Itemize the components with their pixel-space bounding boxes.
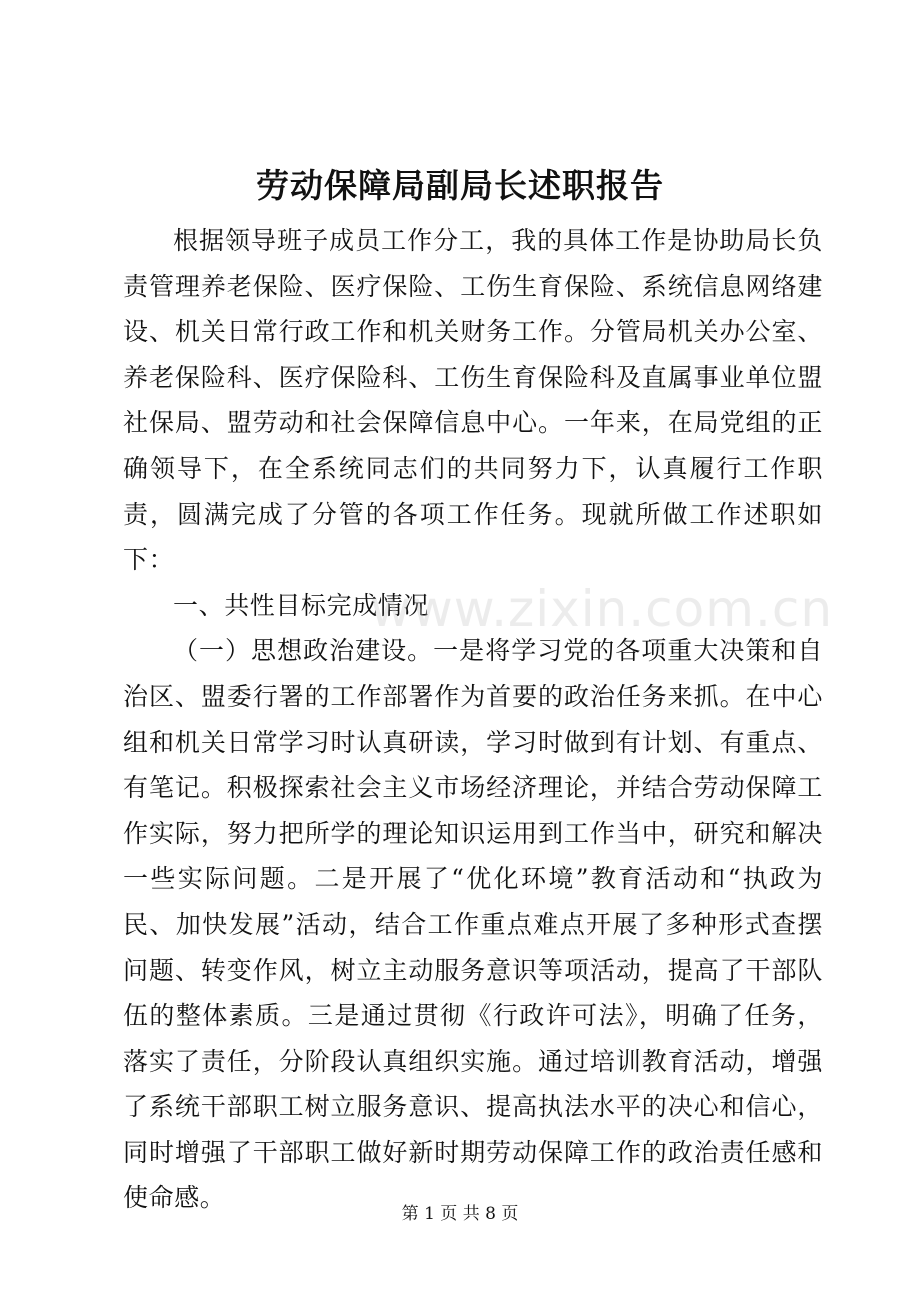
- paragraph-political-construction: （一）思想政治建设。一是将学习党的各项重大决策和自治区、盟委行署的工作部署作为首要的政治任务来抓。在中心组和机关日常学习时认真研读，学习时做到有计划、有重点、有笔记。积极探索社会主义市场经济理论，并结合劳动保障工作实际，努力把所学的理论知识运用到工作当中，研究和解决一些实际问题。二是开展了“优化环境”教育活动和“执政为民、加快发展”活动，结合工作重点难点开展了多种形式查摆问题、转变作风，树立主动服务意识等项活动，提高了干部队伍的整体素质。三是通过贯彻《行政许可法》，明确了任务，落实了责任，分阶段认真组织实施。通过培训教育活动，增强了系统干部职工树立服务意识、提高执法水平的决心和信心，同时增强了干部职工做好新时期劳动保障工作的政治责任感和使命感。: [123, 636, 823, 1213]
- watermark: www.zixin.com.cn: [370, 580, 834, 638]
- document-body: [123, 218, 823, 1221]
- paragraph-intro: 根据领导班子成员工作分工，我的具体工作是协助局长负责管理养老保险、医疗保险、工伤生育保险、系统信息网络建设、机关日常行政工作和机关财务工作。分管局机关办公室、养老保险科、医疗保险科、工伤生育保险科及直属事业单位盟社保局、盟劳动和社会保障信息中心。一年来，在局党组的正确领导下，在全系统同志们的共同努力下，认真履行工作职责，圆满完成了分管的各项工作任务。现就所做工作述职如下：: [123, 226, 823, 575]
- section-heading: 一、共性目标完成情况: [173, 590, 430, 620]
- document-title: 劳动保障局副局长述职报告: [256, 166, 664, 205]
- page-footer: 第 1 页 共 8 页: [401, 1204, 519, 1224]
